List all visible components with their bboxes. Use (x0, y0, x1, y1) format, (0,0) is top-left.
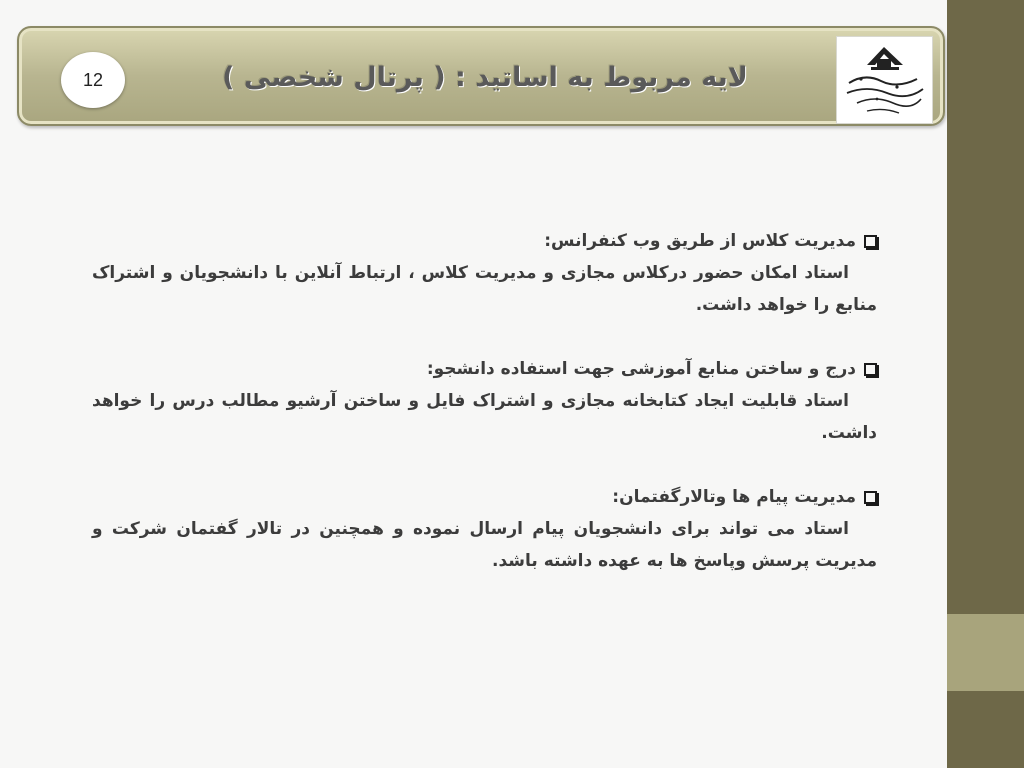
content-body (92, 225, 877, 605)
slide-title: لایه مربوط به اساتید : ( پرتال شخصی ) (222, 61, 748, 93)
section-body: استاد می تواند برای دانشجویان پیام ارسال نموده و همچنین در تالار گفتمان شرکت و مدیریت پرسش وپاسخ ها به عهده داشته باشد. (92, 519, 877, 571)
section-web-conference (92, 225, 877, 321)
section-heading-row (92, 353, 877, 385)
section-messages-forum (92, 481, 877, 577)
organization-logo (836, 36, 933, 124)
page-number: 12 (82, 69, 104, 90)
section-heading-row (92, 225, 877, 257)
section-educational-resources (92, 353, 877, 449)
section-body: استاد قابلیت ایجاد کتابخانه مجازی و اشتراک فایل و ساختن آرشیو مطالب درس را خواهد داشت. (92, 391, 877, 443)
page-number-badge (61, 52, 125, 108)
checkbox-bullet-icon (864, 363, 877, 376)
organization-logo-icon (837, 37, 932, 123)
section-heading: مدیریت پیام ها وتالارگفتمان: (612, 487, 856, 507)
checkbox-bullet-icon (864, 235, 877, 248)
section-heading-row (92, 481, 877, 513)
section-body: استاد امکان حضور درکلاس مجازی و مدیریت کلاس ، ارتباط آنلاین با دانشجویان و اشتراک منابع را خواهد داشت. (92, 263, 877, 315)
section-heading: مدیریت کلاس از طریق وب کنفرانس: (544, 231, 856, 251)
checkbox-bullet-icon (864, 491, 877, 504)
right-stripe-accent-band (947, 614, 1024, 691)
section-heading: درج و ساختن منابع آموزشی جهت استفاده دانشجو: (426, 359, 856, 379)
